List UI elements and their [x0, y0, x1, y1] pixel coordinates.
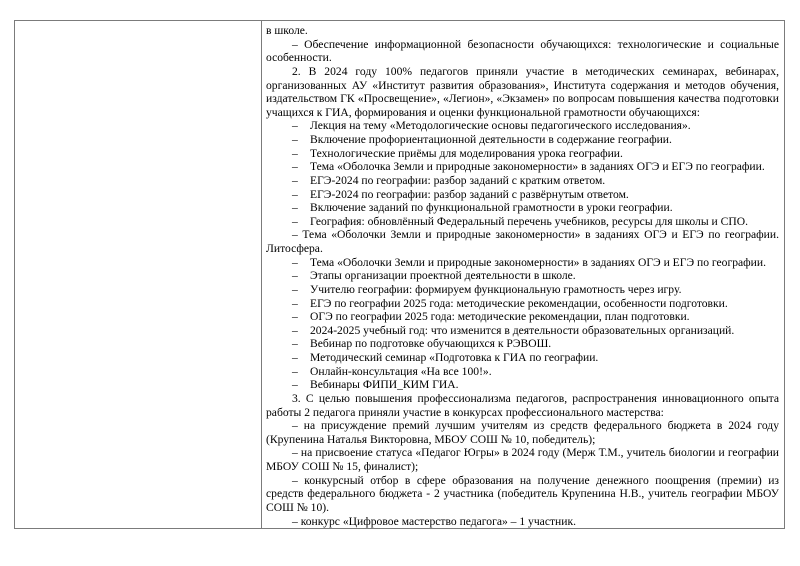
- content-table: [14, 20, 785, 529]
- list-item: [266, 283, 779, 297]
- dash-marker: –: [292, 214, 298, 228]
- list-item-label: Учителю географии: формируем функциональную грамотность через игру.: [310, 282, 682, 296]
- dash-marker: –: [292, 146, 298, 160]
- list-item-label: География: обновлённый Федеральный перечень учебников, ресурсы для школы и СПО.: [310, 214, 748, 228]
- table-row: [15, 21, 785, 529]
- paragraph-award-federal-budget: – на присуждение премий лучшим учителям из средств федерального бюджета в 2024 году (Крупенина Наталья Викторовна, МБОУ СОШ № 10, победитель);: [266, 419, 779, 446]
- list-item: [266, 160, 779, 174]
- dash-marker: –: [292, 269, 298, 283]
- list-item: [266, 324, 779, 338]
- table-cell-left-empty: [15, 21, 262, 529]
- list-item: [266, 215, 779, 229]
- list-item-label: ЕГЭ по географии 2025 года: методические рекомендации, особенности подготовки.: [310, 296, 728, 310]
- list-item: [266, 256, 779, 270]
- list-item: [266, 337, 779, 351]
- dash-marker: –: [292, 364, 298, 378]
- paragraph-continuation: в школе.: [266, 24, 308, 37]
- dash-marker: –: [292, 255, 298, 269]
- list-item-label: Методический семинар «Подготовка к ГИА по географии.: [310, 351, 599, 364]
- dash-marker: –: [292, 119, 298, 133]
- list-item-label: ЕГЭ-2024 по географии: разбор заданий с кратким ответом.: [310, 173, 606, 187]
- paragraph-competitive-selection: – конкурсный отбор в сфере образования на получение денежного поощрения (премии) из средств федерального бюджета - 2 участника (победитель Крупенина Н.В., учитель географии МБОУ СОШ № 10).: [266, 473, 779, 514]
- list-item-label: Лекция на тему «Методологические основы педагогического исследования».: [310, 119, 691, 133]
- list-item-label: 2024-2025 учебный год: что изменится в деятельности образовательных организаций.: [310, 323, 735, 337]
- paragraph-digital-mastery-contest: – конкурс «Цифровое мастерство педагога» – 1 участник.: [292, 514, 576, 528]
- list-item: [266, 201, 779, 215]
- list-item: [266, 133, 779, 147]
- list-item-label: Онлайн-консультация «На все 100!».: [310, 364, 492, 378]
- list-item: [266, 188, 779, 202]
- dash-marker: –: [292, 160, 298, 174]
- list-item-label: Включение профориентационной деятельности в содержание географии.: [310, 133, 672, 146]
- list-item: [266, 310, 779, 324]
- dash-marker: –: [292, 296, 298, 310]
- dash-marker: –: [292, 351, 298, 364]
- list-item-label: Включение заданий по функциональной грамотности в уроки географии.: [310, 201, 673, 215]
- dash-marker: –: [292, 310, 298, 324]
- dash-marker: –: [292, 282, 298, 296]
- list-item: [266, 174, 779, 188]
- list-item: [266, 351, 779, 365]
- right-column-content: [262, 21, 784, 528]
- dash-marker: –: [292, 201, 298, 215]
- paragraph-info-security: – Обеспечение информационной безопасности обучающихся: технологические и социальные особенности.: [266, 37, 779, 65]
- table-cell-right-content: [262, 21, 785, 529]
- list-item: [266, 119, 779, 133]
- left-column-content: [15, 21, 261, 531]
- list-item-label: ЕГЭ-2024 по географии: разбор заданий с развёрнутым ответом.: [310, 187, 629, 201]
- dash-marker: –: [292, 378, 298, 392]
- paragraph-item-2: 2. В 2024 году 100% педагогов приняли участие в методических семинарах, вебинарах, организованных АУ «Институт развития образования», Института содержания и методов обучения, издательством ГК «Просвещение», «Легион», «Экзамен» по вопросам повышения качества подготовки учащихся к ГИА, формирования и оценки функциональной грамотности обучающихся:: [266, 64, 779, 119]
- list-item-label: Этапы организации проектной деятельности в школе.: [310, 269, 576, 283]
- list-item: [266, 269, 779, 283]
- list-item-label: ОГЭ по географии 2025 года: методические рекомендации, план подготовки.: [310, 310, 690, 324]
- paragraph-item-3: 3. С целью повышения профессионализма педагогов, распространения инновационного опыта работы 2 педагога приняли участие в конкурсах профессионального мастерства:: [266, 391, 779, 419]
- list-item-label: Тема «Оболочка Земли и природные закономерности» в заданиях ОГЭ и ЕГЭ по географии.: [310, 160, 765, 174]
- dash-marker: –: [292, 337, 298, 351]
- paragraph-pedagog-yugry: – на присвоение статуса «Педагог Югры» в 2024 году (Мерж Т.М., учитель биологии и географии МБОУ СОШ № 15, финалист);: [266, 446, 779, 473]
- list-item-label: Вебинар по подготовке обучающихся к РЭВОШ.: [310, 337, 552, 351]
- list-item: [266, 297, 779, 311]
- list-item-label: Вебинары ФИПИ_КИМ ГИА.: [310, 378, 459, 392]
- list-item: [266, 365, 779, 379]
- list-item-label: Тема «Оболочки Земли и природные закономерности» в заданиях ОГЭ и ЕГЭ по географии.: [310, 255, 766, 269]
- list-item-label: Технологические приёмы для моделирования урока географии.: [310, 146, 623, 160]
- dash-marker: –: [292, 173, 298, 187]
- paragraph-litosfera: – Тема «Оболочки Земли и природные закономерности» в заданиях ОГЭ и ЕГЭ по географии. Литосфера.: [266, 228, 779, 255]
- list-item: [266, 147, 779, 161]
- dash-marker: –: [292, 133, 298, 146]
- list-item: [266, 378, 779, 392]
- dash-marker: –: [292, 187, 298, 201]
- dash-marker: –: [292, 323, 298, 337]
